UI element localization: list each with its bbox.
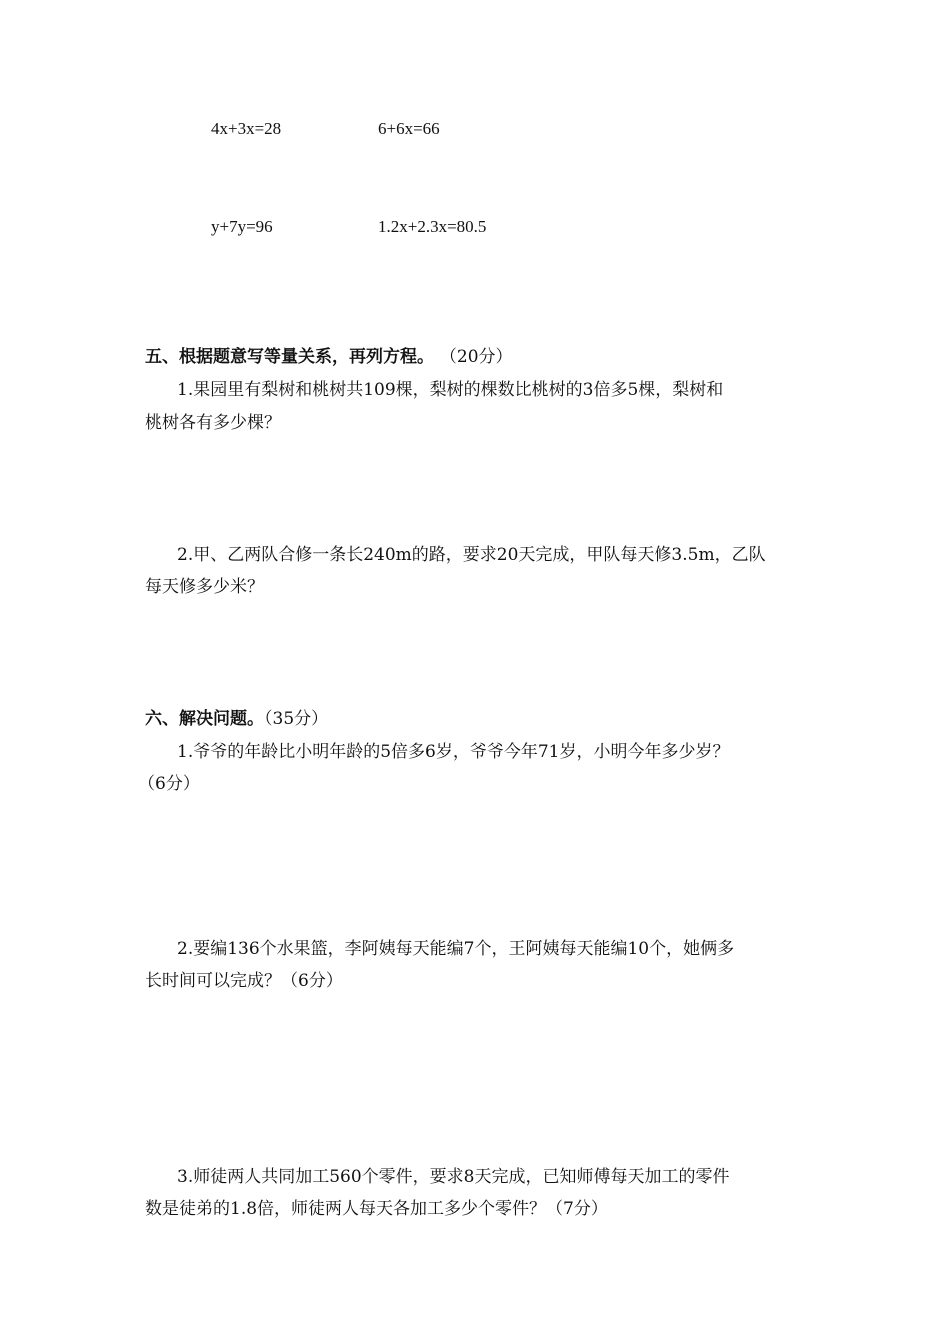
- section-5-title: 五、根据题意写等量关系，再列方程。: [145, 347, 434, 367]
- section-5-heading: [145, 346, 513, 368]
- s6-q3-line1: 3.师徒两人共同加工560个零件，要求8天完成，已知师傅每天加工的零件: [177, 1167, 730, 1187]
- s6-q1-line1: 1.爷爷的年龄比小明年龄的5倍多6岁，爷爷今年71岁，小明今年多少岁？: [177, 742, 730, 762]
- equation-2: 6+6x=66: [378, 119, 440, 138]
- equation-1: 4x+3x=28: [211, 119, 282, 138]
- equation-3: y+7y=96: [211, 217, 273, 236]
- s6-q1-line2: （6分）: [138, 774, 200, 794]
- section-6-points: （35分）: [264, 709, 329, 729]
- s5-q2-line1: 2.甲、乙两队合修一条长240m的路，要求20天完成，甲队每天修3.5m，乙队: [177, 545, 766, 565]
- section-5-points: （20分）: [439, 347, 513, 367]
- s6-q2-line2: 长时间可以完成？（6分）: [145, 971, 343, 991]
- section-6-title: 六、解决问题。: [145, 709, 264, 729]
- s6-q3-line2: 数是徒弟的1.8倍，师徒两人每天各加工多少个零件？（7分）: [145, 1199, 608, 1219]
- section-6-heading: [145, 708, 328, 730]
- s5-q1-line1: 1.果园里有梨树和桃树共109棵，梨树的棵数比桃树的3倍多5棵，梨树和: [177, 380, 724, 400]
- s5-q2-line2: 每天修多少米？: [145, 577, 264, 597]
- s5-q1-line2: 桃树各有多少棵？: [145, 413, 281, 433]
- s6-q2-line1: 2.要编136个水果篮，李阿姨每天能编7个，王阿姨每天能编10个，她俩多: [177, 939, 735, 959]
- equation-4: 1.2x+2.3x=80.5: [378, 217, 487, 236]
